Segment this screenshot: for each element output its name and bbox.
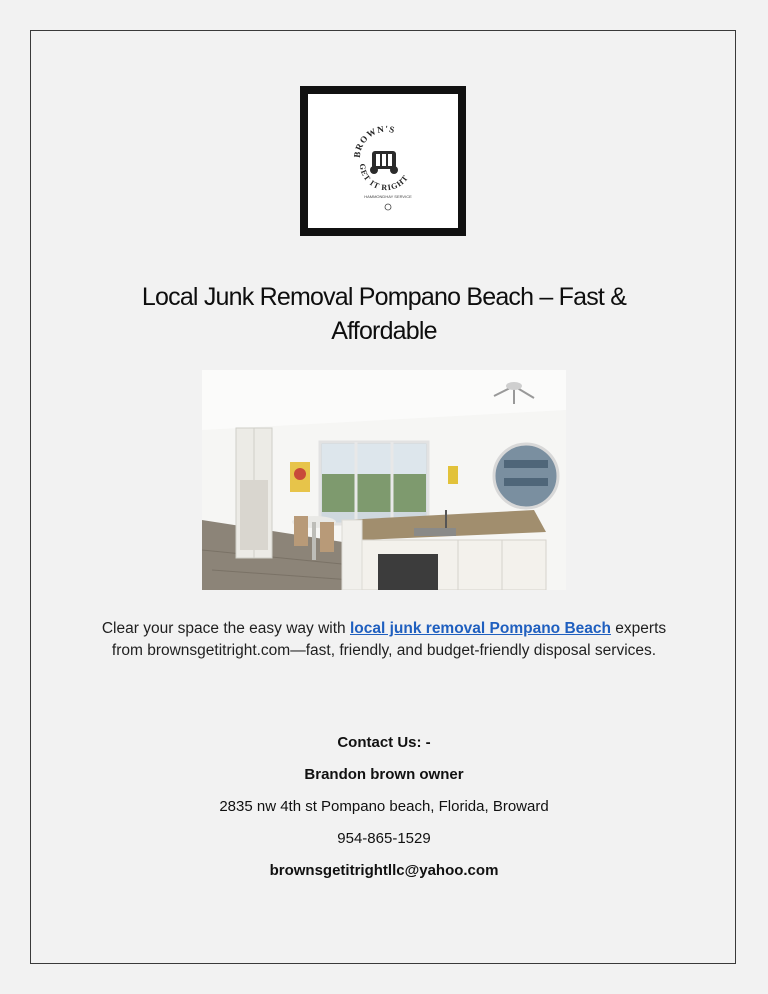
junk-removal-link[interactable]: local junk removal Pompano Beach: [349, 620, 611, 637]
contact-owner: Brandon brown owner: [304, 766, 464, 783]
logo-frame: [300, 86, 466, 236]
contact-email: brownsgetitrightllc@yahoo.com: [269, 862, 499, 879]
logo-brand-bottom: GET IT RIGHT: [357, 163, 411, 193]
intro-text-before: Clear your space the easy way with: [101, 620, 350, 637]
contact-block: [40, 733, 728, 893]
intro-paragraph: [90, 618, 678, 662]
company-logo: [306, 92, 460, 230]
contact-phone: 954-865-1529: [337, 830, 431, 847]
kitchen-photo: [202, 370, 566, 590]
title-line-1: Local Junk Removal Pompano Beach – Fast &: [141, 283, 627, 311]
logo-brand-top: BROWN'S: [351, 123, 397, 159]
contact-heading: Contact Us: -: [337, 734, 431, 751]
page-title: [40, 280, 728, 348]
logo-tagline: HAMMONDHAY SERVICE: [364, 194, 412, 199]
intro-text-after: experts from brownsgetitright.com—fast, friendly, and budget-friendly disposal services.: [111, 620, 667, 659]
title-line-2: Affordable: [331, 317, 437, 345]
logo-emblem-icon: [308, 94, 458, 228]
contact-address: 2835 nw 4th st Pompano beach, Florida, Broward: [219, 798, 549, 815]
